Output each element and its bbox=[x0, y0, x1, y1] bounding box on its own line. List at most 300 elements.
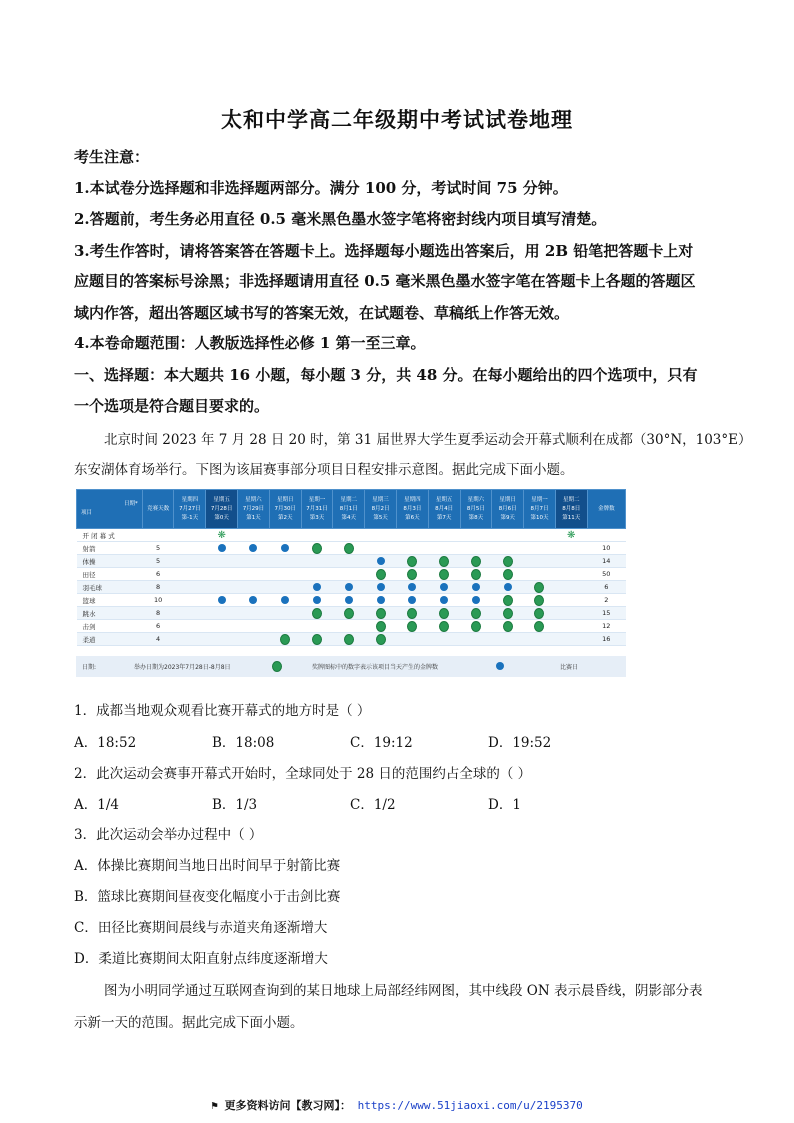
date-date: 8月3日 bbox=[403, 505, 422, 512]
schedule-cell bbox=[365, 555, 397, 568]
date-header bbox=[269, 490, 301, 529]
medal-icon bbox=[503, 621, 513, 632]
date-week: 星期日 bbox=[276, 496, 294, 503]
date-header bbox=[333, 490, 365, 529]
schedule-cell bbox=[206, 594, 238, 607]
schedule-cell bbox=[238, 581, 270, 594]
sport-medals: 14 bbox=[587, 555, 625, 568]
schedule-cell bbox=[238, 607, 270, 620]
schedule-cell bbox=[524, 607, 556, 620]
medal-icon bbox=[344, 634, 354, 645]
schedule-cell bbox=[238, 542, 270, 555]
schedule-cell bbox=[206, 581, 238, 594]
match-day-icon bbox=[472, 596, 480, 604]
schedule-cell bbox=[238, 633, 270, 646]
schedule-cell bbox=[492, 542, 524, 555]
medal-icon bbox=[439, 556, 449, 567]
match-day-icon bbox=[440, 583, 448, 591]
schedule-cell bbox=[269, 594, 301, 607]
schedule-cell bbox=[301, 555, 333, 568]
match-day-icon bbox=[377, 596, 385, 604]
medal-icon bbox=[503, 608, 513, 619]
sport-medals: 16 bbox=[587, 633, 625, 646]
medal-icon bbox=[407, 608, 417, 619]
schedule-cell bbox=[365, 633, 397, 646]
date-day: 第10天 bbox=[530, 514, 549, 521]
schedule-cell bbox=[333, 594, 365, 607]
question-stem: 2．此次运动会赛事开幕式开始时，全球同处于 28 日的范围约占全球的（ ） bbox=[74, 766, 532, 782]
date-header bbox=[460, 490, 492, 529]
date-header bbox=[396, 490, 428, 529]
exam-title: 太和中学高二年级期中考试试卷地理 bbox=[221, 107, 573, 132]
schedule-cell bbox=[333, 633, 365, 646]
option-a: A．18:52 bbox=[74, 735, 137, 751]
schedule-cell bbox=[206, 607, 238, 620]
medal-icon bbox=[376, 608, 386, 619]
match-day-icon bbox=[218, 596, 226, 604]
sport-row bbox=[77, 594, 626, 607]
match-day-icon bbox=[281, 596, 289, 604]
schedule-cell bbox=[365, 542, 397, 555]
intro-paragraph: 东安湖体育场举行。下图为该届赛事部分项目日程安排示意图。据此完成下面小题。 bbox=[74, 462, 574, 478]
date-date: 7月28日 bbox=[210, 505, 233, 512]
ceremony-label: 开 闭 幕 式 bbox=[77, 529, 174, 542]
corner-header bbox=[77, 490, 143, 529]
sport-medals: 10 bbox=[587, 542, 625, 555]
option-c: C．19:12 bbox=[350, 735, 413, 751]
schedule-cell bbox=[555, 568, 587, 581]
schedule-cell bbox=[524, 594, 556, 607]
schedule-cell bbox=[365, 594, 397, 607]
schedule-cell bbox=[428, 594, 460, 607]
schedule-legend bbox=[76, 656, 626, 677]
schedule-cell bbox=[492, 607, 524, 620]
schedule-cell bbox=[428, 633, 460, 646]
schedule-cell bbox=[555, 620, 587, 633]
days-header: 竞赛天数 bbox=[142, 490, 174, 529]
sport-medals: 2 bbox=[587, 594, 625, 607]
sport-row bbox=[77, 568, 626, 581]
date-date: 8月6日 bbox=[498, 505, 517, 512]
match-day-icon bbox=[496, 662, 504, 670]
medal-icon bbox=[439, 608, 449, 619]
match-day-icon bbox=[408, 596, 416, 604]
sport-name: 田径 bbox=[77, 568, 143, 581]
date-date: 8月8日 bbox=[562, 505, 581, 512]
sport-medals: 6 bbox=[587, 581, 625, 594]
corner-event-label: 项目 bbox=[81, 510, 93, 516]
sport-days: 4 bbox=[142, 633, 174, 646]
sport-days: 8 bbox=[142, 607, 174, 620]
schedule-cell bbox=[492, 568, 524, 581]
date-week: 星期四 bbox=[404, 496, 421, 503]
footer-text: 更多资料访问【教习网】： bbox=[224, 1099, 351, 1112]
sport-name: 跳水 bbox=[77, 607, 143, 620]
schedule-cell bbox=[524, 542, 556, 555]
date-header bbox=[365, 490, 397, 529]
schedule-cell bbox=[460, 633, 492, 646]
schedule-cell bbox=[555, 607, 587, 620]
sport-days: 5 bbox=[142, 542, 174, 555]
sport-days: 5 bbox=[142, 555, 174, 568]
sport-name: 篮球 bbox=[77, 594, 143, 607]
ceremony-cell bbox=[174, 529, 206, 542]
medal-icon bbox=[344, 608, 354, 619]
ceremony-icon: ❋ bbox=[567, 529, 576, 541]
schedule-cell bbox=[396, 607, 428, 620]
medal-icon bbox=[503, 569, 513, 580]
date-week: 星期四 bbox=[181, 496, 199, 503]
medal-icon bbox=[376, 569, 386, 580]
schedule-cell bbox=[428, 607, 460, 620]
schedule-cell bbox=[460, 568, 492, 581]
date-date: 8月5日 bbox=[466, 505, 485, 512]
intro-paragraph: 示新一天的范围。据此完成下面小题。 bbox=[74, 1015, 304, 1031]
schedule-cell bbox=[238, 568, 270, 581]
medal-icon bbox=[376, 634, 386, 645]
intro-paragraph: 北京时间 2023 年 7 月 28 日 20 时，第 31 届世界大学生夏季运动会开幕式顺利在成都（30°N，103°E） bbox=[104, 432, 752, 448]
schedule-cell bbox=[396, 555, 428, 568]
date-header bbox=[492, 490, 524, 529]
notice-line: 4.本卷命题范围：人教版选择性必修 1 第一至三章。 bbox=[74, 334, 426, 352]
medal-icon bbox=[471, 608, 481, 619]
date-date: 8月4日 bbox=[435, 505, 454, 512]
ceremony-cell bbox=[492, 529, 524, 542]
schedule-cell bbox=[460, 555, 492, 568]
schedule-cell bbox=[365, 581, 397, 594]
schedule-cell bbox=[301, 568, 333, 581]
ceremony-cell bbox=[206, 529, 238, 542]
schedule-cell bbox=[396, 542, 428, 555]
legend-medal-note: 奖牌图标中的数字表示该项目当天产生的金牌数 bbox=[312, 664, 439, 671]
sport-days: 10 bbox=[142, 594, 174, 607]
schedule-cell bbox=[174, 555, 206, 568]
medal-icon bbox=[534, 621, 544, 632]
schedule-cell bbox=[238, 555, 270, 568]
match-day-icon bbox=[377, 557, 385, 565]
option-c: C．1/2 bbox=[350, 797, 396, 813]
medal-icon bbox=[407, 556, 417, 567]
schedule-cell bbox=[555, 542, 587, 555]
schedule-cell bbox=[238, 620, 270, 633]
match-day-icon bbox=[313, 596, 321, 604]
schedule-cell bbox=[396, 581, 428, 594]
ceremony-cell bbox=[333, 529, 365, 542]
date-header bbox=[238, 490, 270, 529]
schedule-cell bbox=[174, 633, 206, 646]
schedule-cell bbox=[269, 542, 301, 555]
notice-line: 2.答题前，考生务必用直径 0.5 毫米黑色墨水签字笔将密封线内项目填写清楚。 bbox=[74, 210, 607, 228]
date-header bbox=[301, 490, 333, 529]
ceremony-cell bbox=[269, 529, 301, 542]
ceremony-cell bbox=[365, 529, 397, 542]
schedule-cell bbox=[492, 620, 524, 633]
ceremony-cell bbox=[428, 529, 460, 542]
date-header bbox=[428, 490, 460, 529]
schedule-cell bbox=[333, 568, 365, 581]
date-week: 星期二 bbox=[562, 496, 580, 503]
schedule-cell bbox=[206, 620, 238, 633]
schedule-cell bbox=[365, 568, 397, 581]
notice-line: 应题目的答案标号涂黑；非选择题请用直径 0.5 毫米黑色墨水签字笔在答题卡上各题的答题区 bbox=[74, 272, 696, 290]
date-day: 第5天 bbox=[373, 514, 388, 521]
ceremony-cell bbox=[238, 529, 270, 542]
option-c: C．田径比赛期间晨线与赤道夹角逐渐增大 bbox=[74, 920, 328, 936]
option-b: B．18:08 bbox=[212, 735, 275, 751]
schedule-cell bbox=[206, 555, 238, 568]
option-d: D．19:52 bbox=[488, 735, 552, 751]
sport-medals: 15 bbox=[587, 607, 625, 620]
medal-icon bbox=[439, 621, 449, 632]
date-week: 星期六 bbox=[245, 496, 262, 503]
sport-row bbox=[77, 581, 626, 594]
sport-days: 6 bbox=[142, 620, 174, 633]
date-week: 星期二 bbox=[340, 496, 358, 503]
legend-range: 举办日期为2023年7月28日-8月8日 bbox=[134, 664, 231, 671]
date-date: 7月30日 bbox=[274, 505, 296, 512]
medal-icon bbox=[471, 569, 481, 580]
question-stem: 3．此次运动会举办过程中（ ） bbox=[74, 827, 263, 843]
medal-icon bbox=[407, 621, 417, 632]
schedule-cell bbox=[174, 542, 206, 555]
schedule-cell bbox=[301, 607, 333, 620]
sport-name: 体操 bbox=[77, 555, 143, 568]
schedule-cell bbox=[301, 581, 333, 594]
sport-row bbox=[77, 633, 626, 646]
ceremony-cell bbox=[301, 529, 333, 542]
sport-row bbox=[77, 555, 626, 568]
date-week: 星期五 bbox=[213, 496, 230, 503]
sport-name: 柔道 bbox=[77, 633, 143, 646]
sport-row bbox=[77, 542, 626, 555]
ceremony-cell bbox=[555, 529, 587, 542]
schedule-cell bbox=[301, 594, 333, 607]
medal-icon bbox=[344, 543, 354, 554]
date-date: 7月31日 bbox=[306, 505, 328, 512]
schedule-cell bbox=[396, 633, 428, 646]
schedule-cell bbox=[333, 581, 365, 594]
match-day-icon bbox=[345, 596, 353, 604]
medal-icon bbox=[471, 621, 481, 632]
date-day: 第8天 bbox=[468, 514, 484, 521]
notice-heading: 考生注意： bbox=[74, 148, 150, 166]
schedule-cell bbox=[396, 568, 428, 581]
flag-icon: ⚑ bbox=[211, 1099, 218, 1112]
footer-link[interactable]: https://www.51jiaoxi.com/u/2195370 bbox=[357, 1099, 583, 1112]
schedule-cell bbox=[174, 581, 206, 594]
schedule-cell bbox=[555, 555, 587, 568]
sport-days: 8 bbox=[142, 581, 174, 594]
date-week: 星期一 bbox=[531, 496, 548, 503]
schedule-cell bbox=[492, 581, 524, 594]
schedule-cell bbox=[333, 542, 365, 555]
date-day: 第0天 bbox=[214, 514, 229, 521]
date-date: 8月7日 bbox=[530, 505, 549, 512]
sport-name: 击剑 bbox=[77, 620, 143, 633]
schedule-cell bbox=[206, 633, 238, 646]
schedule-cell bbox=[428, 568, 460, 581]
schedule-cell bbox=[555, 633, 587, 646]
medal-icon bbox=[312, 634, 322, 645]
date-day: 第7天 bbox=[436, 514, 452, 521]
schedule-cell bbox=[460, 607, 492, 620]
sport-name: 射箭 bbox=[77, 542, 143, 555]
sport-name: 羽毛球 bbox=[77, 581, 143, 594]
medal-icon bbox=[534, 608, 544, 619]
notice-line: 3.考生作答时，请将答案答在答题卡上。选择题每小题选出答案后，用 2B 铅笔把答题卡上对 bbox=[74, 242, 694, 260]
date-header bbox=[555, 490, 587, 529]
option-d: D．1 bbox=[488, 797, 521, 813]
option-b: B．篮球比赛期间昼夜变化幅度小于击剑比赛 bbox=[74, 889, 341, 905]
medal-icon bbox=[280, 634, 290, 645]
schedule-cell bbox=[206, 542, 238, 555]
schedule-cell bbox=[555, 594, 587, 607]
match-day-icon bbox=[408, 583, 416, 591]
medal-icon bbox=[534, 595, 544, 606]
schedule-cell bbox=[174, 620, 206, 633]
ceremony-cell bbox=[524, 529, 556, 542]
schedule-cell bbox=[460, 594, 492, 607]
corner-date-label: 日期* bbox=[123, 501, 138, 507]
sport-row bbox=[77, 607, 626, 620]
date-week: 星期日 bbox=[499, 496, 516, 503]
option-a: A．体操比赛期间当地日出时间早于射箭比赛 bbox=[74, 858, 341, 874]
date-week: 星期五 bbox=[435, 496, 453, 503]
schedule-cell bbox=[269, 607, 301, 620]
schedule-cell bbox=[269, 633, 301, 646]
date-day: 第6天 bbox=[405, 514, 420, 521]
date-day: 第9天 bbox=[500, 514, 515, 521]
date-week: 星期六 bbox=[467, 496, 485, 503]
date-header bbox=[174, 490, 206, 529]
sport-row bbox=[77, 620, 626, 633]
match-day-icon bbox=[472, 583, 480, 591]
date-header bbox=[206, 490, 238, 529]
date-date: 8月1日 bbox=[339, 505, 358, 512]
schedule-cell bbox=[428, 542, 460, 555]
date-header bbox=[524, 490, 556, 529]
ceremony-cell bbox=[396, 529, 428, 542]
schedule-cell bbox=[524, 555, 556, 568]
date-week: 星期三 bbox=[372, 496, 389, 503]
schedule-cell bbox=[396, 620, 428, 633]
schedule-cell bbox=[492, 555, 524, 568]
notice-line: 1.本试卷分选择题和非选择题两部分。满分 100 分，考试时间 75 分钟。 bbox=[74, 179, 568, 197]
legend-date-label: 日期: bbox=[82, 664, 97, 671]
legend-match-label: 比赛日 bbox=[560, 664, 579, 671]
schedule-cell bbox=[428, 555, 460, 568]
page-footer bbox=[0, 1097, 794, 1113]
match-day-icon bbox=[218, 544, 226, 552]
sport-medals: 50 bbox=[587, 568, 625, 581]
option-a: A．1/4 bbox=[74, 797, 119, 813]
schedule-cell bbox=[396, 594, 428, 607]
intro-paragraph: 图为小明同学通过互联网查询到的某日地球上局部经纬网图，其中线段 ON 表示晨昏线，阴影部分表 bbox=[104, 983, 703, 999]
medal-icon bbox=[534, 582, 544, 593]
schedule-cell bbox=[460, 581, 492, 594]
medal-icon bbox=[407, 569, 417, 580]
ceremony-icon: ❋ bbox=[217, 529, 226, 541]
schedule-cell bbox=[555, 581, 587, 594]
schedule-cell bbox=[174, 607, 206, 620]
match-day-icon bbox=[440, 596, 448, 604]
schedule-cell bbox=[460, 620, 492, 633]
schedule-cell bbox=[492, 594, 524, 607]
option-b: B．1/3 bbox=[212, 797, 258, 813]
schedule-cell bbox=[365, 620, 397, 633]
schedule-cell bbox=[333, 555, 365, 568]
schedule-cell bbox=[206, 568, 238, 581]
schedule-cell bbox=[460, 542, 492, 555]
match-day-icon bbox=[313, 583, 321, 591]
medal-icon bbox=[471, 556, 481, 567]
schedule-cell bbox=[301, 620, 333, 633]
schedule-cell bbox=[269, 581, 301, 594]
schedule-cell bbox=[269, 568, 301, 581]
match-day-icon bbox=[377, 583, 385, 591]
schedule-cell bbox=[174, 568, 206, 581]
schedule-cell bbox=[269, 620, 301, 633]
medal-icon bbox=[376, 621, 386, 632]
schedule-cell bbox=[524, 568, 556, 581]
medal-icon bbox=[312, 543, 322, 554]
medals-header: 金牌数 bbox=[587, 490, 625, 529]
medal-icon bbox=[312, 608, 322, 619]
schedule-figure bbox=[76, 489, 626, 677]
option-d: D．柔道比赛期间太阳直射点纬度逐渐增大 bbox=[74, 951, 328, 967]
sport-medals: 12 bbox=[587, 620, 625, 633]
date-week: 星期一 bbox=[308, 496, 326, 503]
schedule-cell bbox=[174, 594, 206, 607]
date-day: 第-1天 bbox=[181, 514, 199, 521]
ceremony-cell bbox=[460, 529, 492, 542]
schedule-table bbox=[76, 489, 626, 646]
schedule-cell bbox=[524, 620, 556, 633]
schedule-cell bbox=[492, 633, 524, 646]
medal-icon bbox=[272, 661, 282, 672]
match-day-icon bbox=[281, 544, 289, 552]
notice-line: 域内作答，超出答题区域书写的答案无效，在试题卷、草稿纸上作答无效。 bbox=[74, 304, 570, 322]
schedule-cell bbox=[524, 633, 556, 646]
medal-icon bbox=[503, 556, 513, 567]
schedule-cell bbox=[333, 607, 365, 620]
sport-days: 6 bbox=[142, 568, 174, 581]
date-day: 第11天 bbox=[562, 514, 581, 521]
date-day: 第2天 bbox=[277, 514, 293, 521]
match-day-icon bbox=[249, 596, 257, 604]
schedule-cell bbox=[365, 607, 397, 620]
date-date: 7月29日 bbox=[242, 505, 265, 512]
schedule-cell bbox=[428, 620, 460, 633]
match-day-icon bbox=[504, 583, 512, 591]
date-day: 第1天 bbox=[246, 514, 261, 521]
match-day-icon bbox=[345, 583, 353, 591]
date-date: 7月27日 bbox=[179, 505, 201, 512]
schedule-cell bbox=[333, 620, 365, 633]
schedule-cell bbox=[428, 581, 460, 594]
section-heading: 一、选择题：本大题共 16 小题，每小题 3 分，共 48 分。在每小题给出的四个选项中，只有 bbox=[74, 366, 698, 384]
date-date: 8月2日 bbox=[371, 505, 390, 512]
medal-icon bbox=[503, 595, 513, 606]
date-day: 第3天 bbox=[309, 514, 325, 521]
schedule-cell bbox=[301, 542, 333, 555]
schedule-cell bbox=[238, 594, 270, 607]
schedule-cell bbox=[524, 581, 556, 594]
schedule-cell bbox=[269, 555, 301, 568]
match-day-icon bbox=[249, 544, 257, 552]
section-heading: 一个选项是符合题目要求的。 bbox=[74, 397, 270, 415]
medal-icon bbox=[439, 569, 449, 580]
